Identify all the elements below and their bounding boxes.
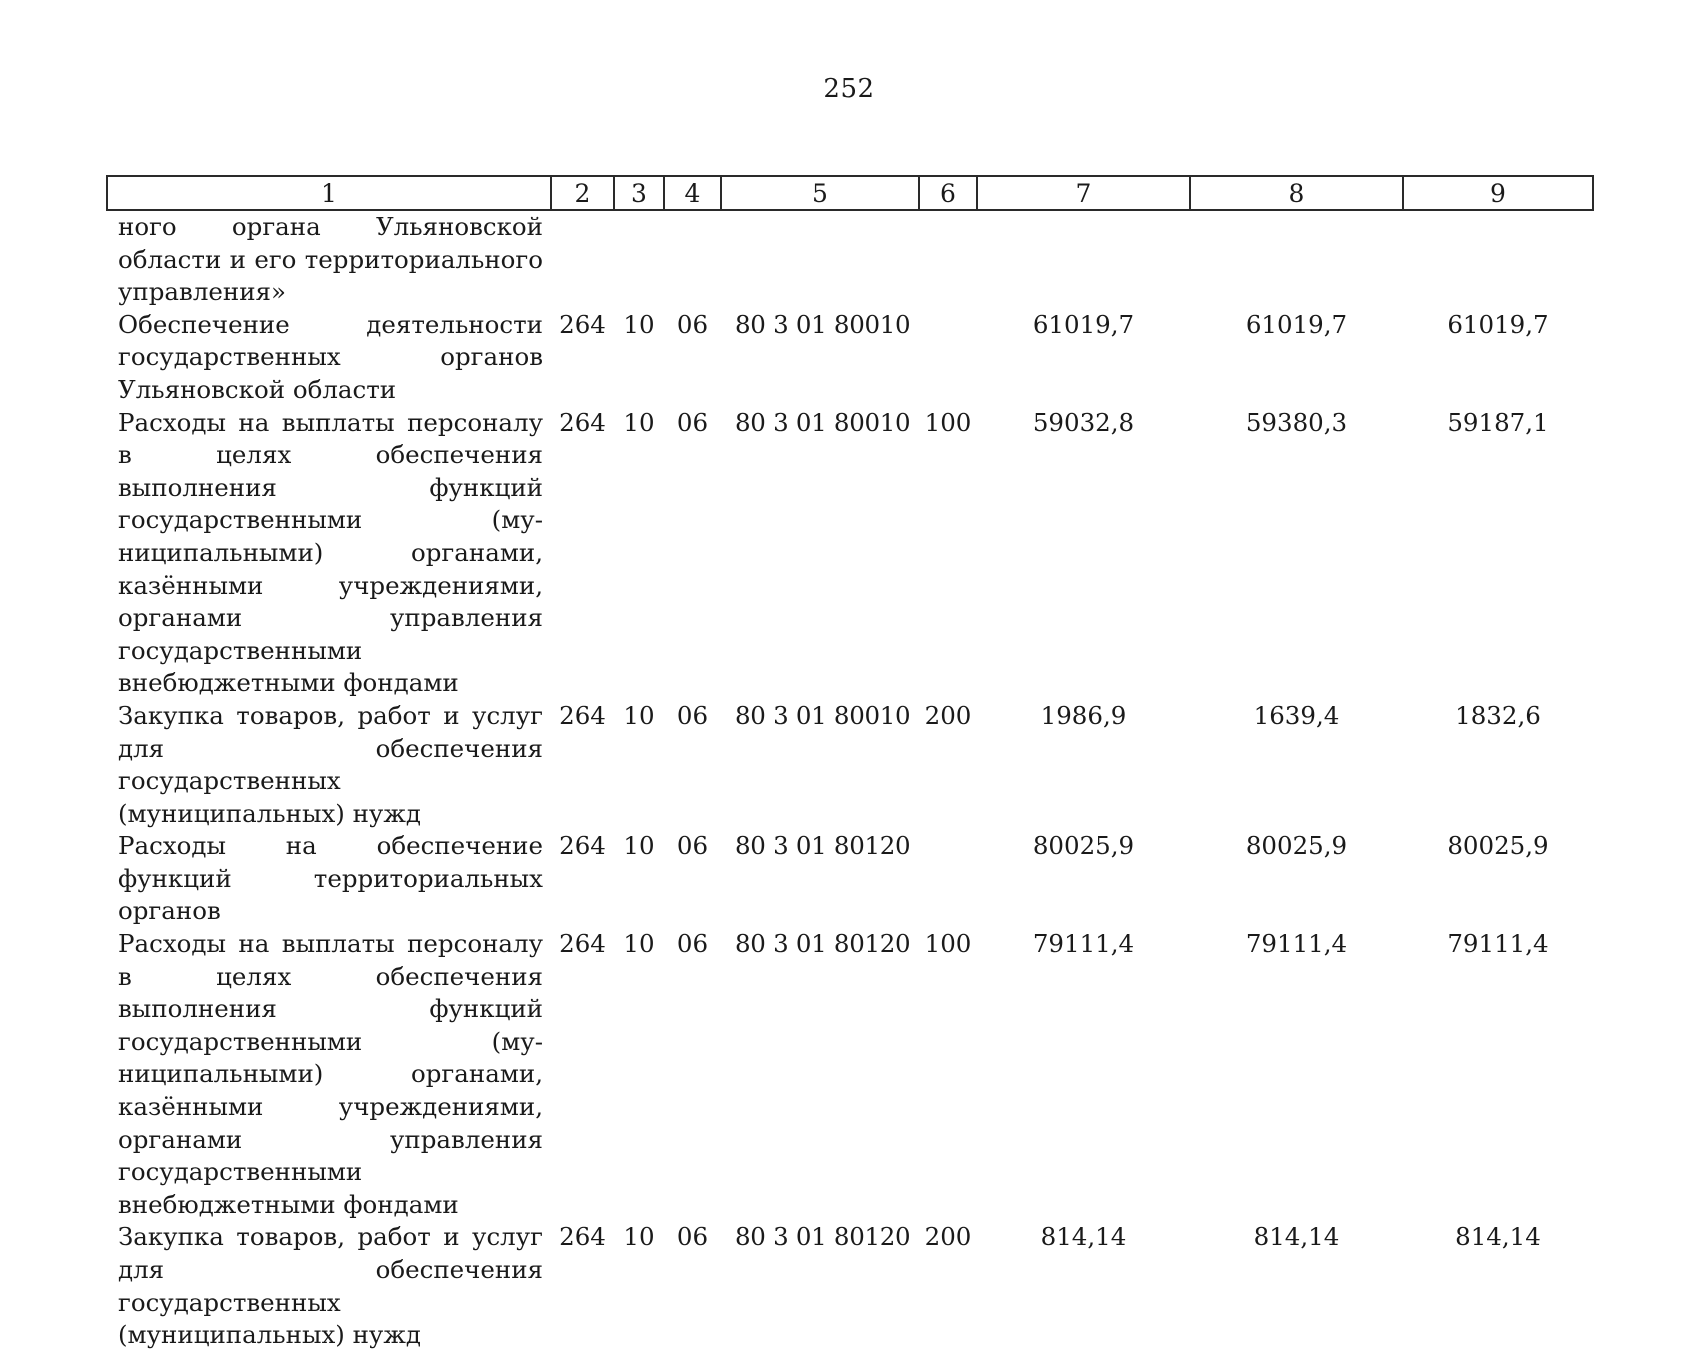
row-description: Обеспечение деятельности государственных органов Ульяновской области — [118, 309, 543, 404]
cell-col9-amount: 79111,4 — [1447, 929, 1549, 959]
cell-col2: 264 — [559, 831, 606, 861]
column-header: 2 — [551, 176, 614, 210]
cell-col2: 264 — [559, 700, 606, 730]
cell-col5-code: 80 3 01 80120 — [735, 1222, 911, 1252]
table-row — [107, 407, 1593, 700]
column-header: 5 — [721, 176, 919, 210]
table-row — [107, 210, 1593, 309]
table-row — [107, 700, 1593, 830]
cell-col3: 10 — [623, 700, 655, 730]
cell-col8-amount: 79111,4 — [1245, 929, 1348, 959]
cell-col4: 06 — [676, 929, 709, 959]
cell-col5-code: 80 3 01 80010 — [735, 309, 911, 339]
cell-col3: 10 — [623, 1222, 655, 1252]
cell-col4: 06 — [676, 1222, 709, 1252]
cell-col6: 100 — [924, 929, 972, 959]
column-header: 4 — [664, 176, 721, 210]
cell-col4: 06 — [676, 407, 709, 437]
cell-col6 — [919, 210, 977, 309]
cell-col7-amount: 814,14 — [1040, 1222, 1127, 1252]
cell-col2: 264 — [559, 1222, 606, 1252]
cell-col3: 10 — [623, 407, 655, 437]
cell-col9-amount: 59187,1 — [1447, 407, 1549, 437]
cell-col4: 06 — [676, 700, 709, 730]
cell-col2: 264 — [559, 929, 606, 959]
page-number: 252 — [823, 74, 875, 104]
cell-col5-code: 80 3 01 80120 — [735, 929, 911, 959]
cell-col6 — [919, 830, 977, 928]
cell-col6: 200 — [924, 1222, 972, 1252]
cell-col6: 100 — [924, 407, 972, 437]
cell-col3: 10 — [623, 831, 655, 861]
column-header: 1 — [107, 176, 551, 210]
row-description: Закупка товаров, работ и услуг для обеспечения государственных (муниципальных) нужд — [118, 1222, 543, 1350]
row-description: Закупка товаров, работ и услуг для обеспечения государственных (муниципальных) нужд — [118, 700, 543, 828]
cell-col8-amount: 59380,3 — [1245, 407, 1348, 437]
table-header-row — [107, 176, 1593, 210]
cell-col7-amount: 80025,9 — [1032, 831, 1135, 861]
row-description: Расходы на выплаты персоналу в целях обеспечения выполнения функций государственными (муниципальными) органами, казёнными учреждениями, органами управления государственными внебюджетными фондами — [118, 929, 543, 1219]
column-header: 3 — [614, 176, 664, 210]
row-description: Расходы на выплаты персоналу в целях обеспечения выполнения функций государственными (муниципальными) органами, казёнными учреждениями, органами управления государственными внебюджетными фондами — [118, 407, 543, 698]
column-header: 8 — [1190, 176, 1403, 210]
cell-col9-amount: 61019,7 — [1447, 309, 1549, 339]
cell-col4: 06 — [676, 831, 709, 861]
cell-col4 — [664, 210, 721, 309]
cell-col3 — [614, 210, 664, 309]
cell-col5-code: 80 3 01 80010 — [735, 407, 911, 437]
table-body — [107, 210, 1593, 1352]
table-row — [107, 1221, 1593, 1351]
table-row — [107, 830, 1593, 928]
column-header: 9 — [1403, 176, 1593, 210]
cell-col4: 06 — [676, 309, 709, 339]
cell-col8-amount: 80025,9 — [1245, 831, 1348, 861]
cell-col2: 264 — [559, 309, 606, 339]
cell-col9-amount: 814,14 — [1455, 1222, 1541, 1252]
cell-col8-amount: 61019,7 — [1245, 309, 1348, 339]
cell-col2 — [551, 210, 614, 309]
cell-col8-amount: 814,14 — [1253, 1222, 1340, 1252]
cell-col6: 200 — [924, 700, 972, 730]
cell-col8-amount: 1639,4 — [1253, 700, 1340, 730]
cell-col7-amount — [977, 210, 1190, 309]
cell-col2: 264 — [559, 407, 606, 437]
row-description: ного органа Ульяновской области и его территориального управления» — [118, 212, 543, 307]
cell-col6 — [919, 309, 977, 407]
budget-table — [106, 175, 1594, 1352]
cell-col7-amount: 61019,7 — [1032, 309, 1135, 339]
cell-col5-code: 80 3 01 80010 — [735, 700, 911, 730]
cell-col3: 10 — [623, 929, 655, 959]
cell-col7-amount: 79111,4 — [1032, 929, 1135, 959]
table-row — [107, 309, 1593, 407]
column-header: 6 — [919, 176, 977, 210]
column-header: 7 — [977, 176, 1190, 210]
cell-col9-amount: 80025,9 — [1447, 831, 1549, 861]
cell-col5-code — [721, 210, 919, 309]
cell-col9-amount — [1403, 210, 1593, 309]
cell-col5-code: 80 3 01 80120 — [735, 831, 911, 861]
cell-col8-amount — [1190, 210, 1403, 309]
table-row — [107, 928, 1593, 1221]
cell-col7-amount: 59032,8 — [1032, 407, 1135, 437]
cell-col9-amount: 1832,6 — [1455, 700, 1541, 730]
cell-col7-amount: 1986,9 — [1040, 700, 1127, 730]
row-description: Расходы на обеспечение функций территориальных органов — [118, 831, 543, 926]
cell-col3: 10 — [623, 309, 655, 339]
